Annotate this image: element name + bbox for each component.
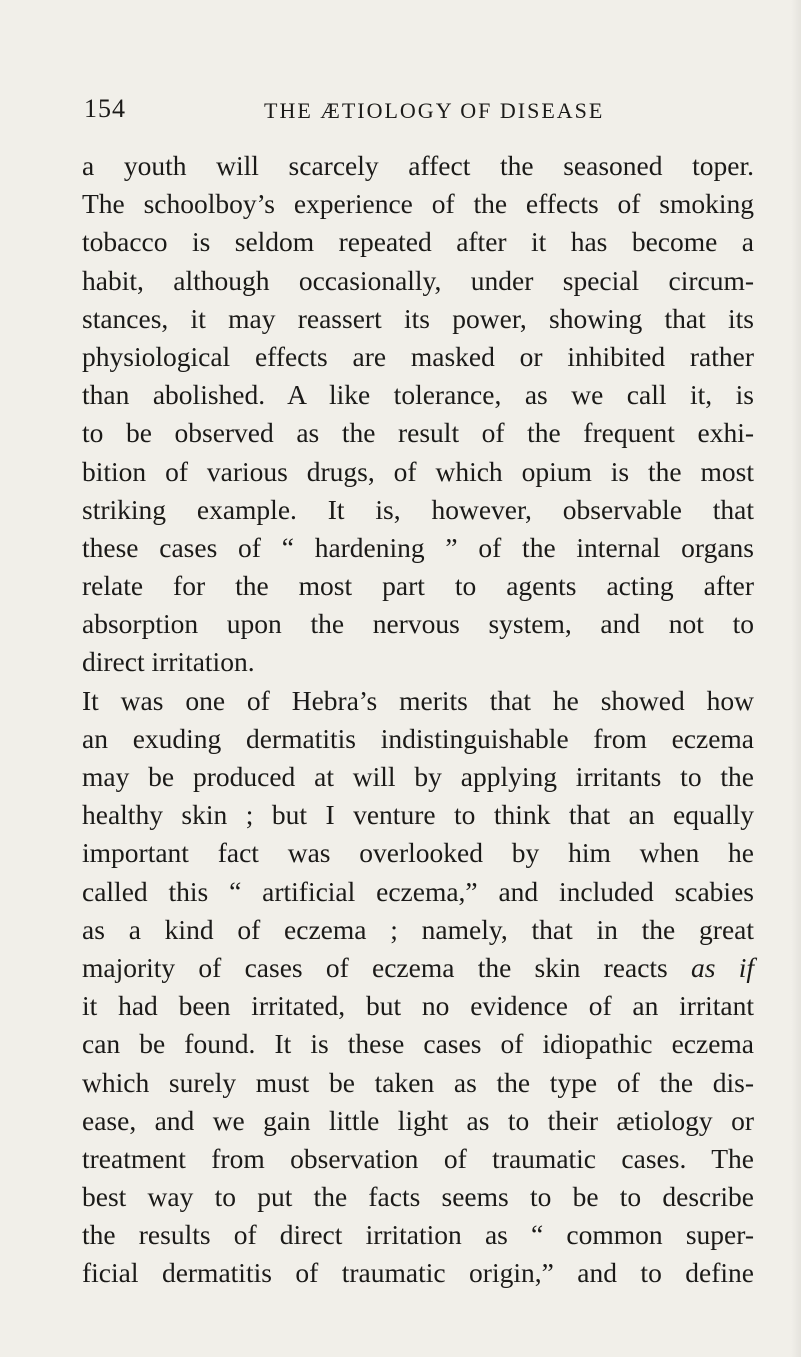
text-line: a youth will scarcely affect the seasoned toper. (82, 150, 754, 181)
text-line: habit, although occasionally, under special circum- (82, 264, 754, 296)
text-line: these cases of “ hardening ” of the internal organs (82, 531, 754, 563)
paragraph-end-line: direct irritation. (82, 646, 255, 678)
text-line: tobacco is seldom repeated after it has become a (82, 226, 754, 258)
text-line: important fact was overlooked by him when he (82, 837, 754, 869)
text-line: ficial dermatitis of traumatic origin,” and to define (82, 1257, 754, 1289)
page-header (0, 94, 801, 134)
text-segment: majority of cases of eczema the skin reacts (82, 951, 668, 983)
text-line: as a kind of eczema ; namely, that in the great (82, 913, 754, 945)
text-line: striking example. It is, however, observable that (82, 493, 754, 525)
page-number: 154 (84, 94, 126, 123)
page-edge-shadow (791, 0, 801, 1357)
italic-phrase: as if (691, 951, 755, 983)
text-line: relate for the most part to agents acting after (82, 570, 754, 602)
body-text (82, 147, 754, 1293)
text-line: healthy skin ; but I venture to think that an equally (82, 799, 754, 831)
text-line: stances, it may reassert its power, showing that its (82, 302, 754, 334)
text-line: called this “ artificial eczema,” and included scabies (82, 875, 754, 907)
text-line-with-italic (82, 949, 754, 987)
text-line: absorption upon the nervous system, and not to (82, 608, 754, 640)
text-line: than abolished. A like tolerance, as we call it, is (82, 379, 754, 411)
text-line: which surely must be taken as the type of the dis- (82, 1066, 754, 1098)
text-line: physiological effects are masked or inhibited rather (82, 340, 754, 372)
text-line: may be produced at will by applying irritants to the (82, 761, 754, 792)
text-line: it had been irritated, but no evidence of an irritant (82, 990, 754, 1022)
text-line: can be found. It is these cases of idiopathic eczema (82, 1028, 754, 1060)
text-line: an exuding dermatitis indistinguishable from eczema (82, 722, 754, 754)
text-line: The schoolboy’s experience of the effects of smoking (82, 188, 754, 220)
text-line: ease, and we gain little light as to their ætiology or (82, 1104, 754, 1136)
running-head: THE ÆTIOLOGY OF DISEASE (264, 98, 605, 123)
paragraph-start-line: It was one of Hebra’s merits that he showed how (82, 684, 754, 716)
text-line: treatment from observation of traumatic cases. The (82, 1142, 754, 1174)
text-line: to be observed as the result of the frequent exhi- (82, 417, 754, 449)
text-line: bition of various drugs, of which opium is the most (82, 455, 754, 487)
text-line: best way to put the facts seems to be to describe (82, 1181, 754, 1213)
text-line: the results of direct irritation as “ common super- (82, 1219, 754, 1251)
